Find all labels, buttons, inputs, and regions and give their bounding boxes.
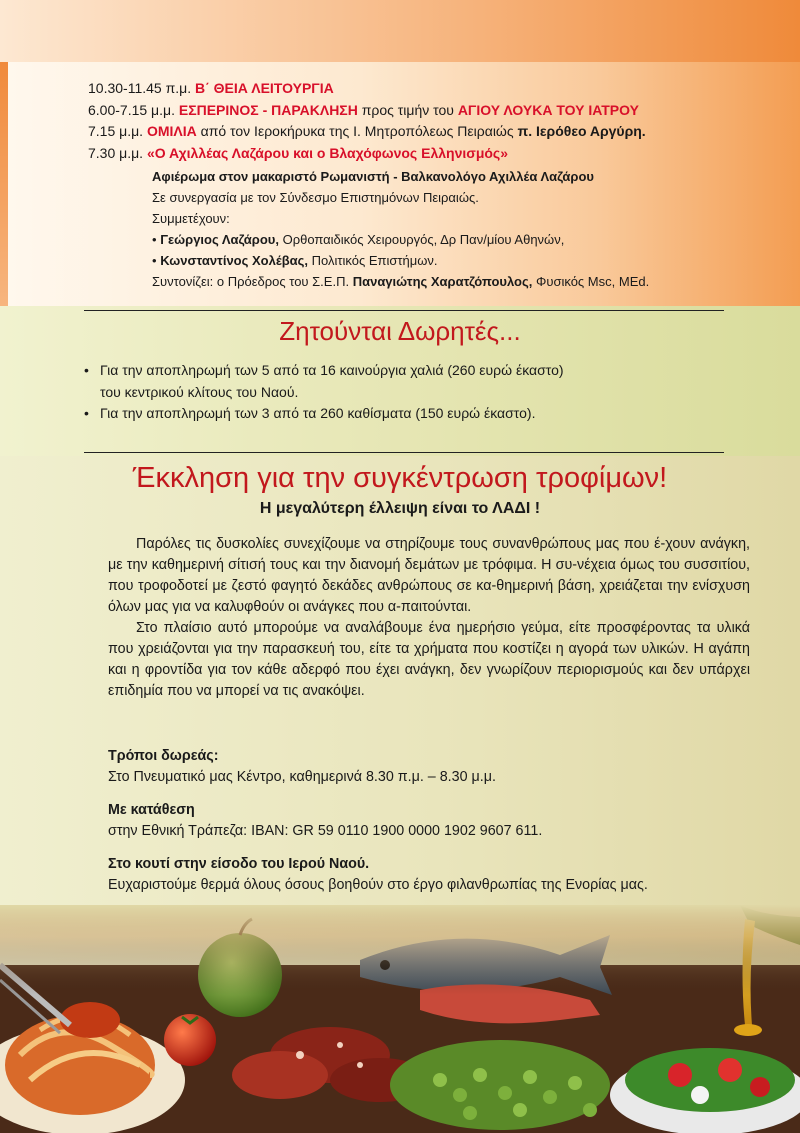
schedule-row (88, 143, 788, 165)
schedule-text: από τον Ιεροκήρυκα της Ι. Μητροπόλεως Πειραιώς (200, 123, 514, 139)
participants-label: Συμμετέχουν: (152, 211, 230, 226)
appeal-body (108, 534, 750, 702)
paragraph: Παρόλες τις δυσκολίες συνεχίζουμε να στηρίζουμε τους συνανθρώπους μας που έ-χουν ανάγκη, με την καθημερινή σίτισή τους και την διανομή δεμάτων με τρόφιμα. Η συ-νέχεια όμως του συσσιτίου, που τροφοδοτεί με ζεστό φαγητό δεκάδες ανθρώπους σε κα-θημερινή βάση, χρειάζεται την ενίσχυση όλων μας για να καλυφθούν οι ανάγκες που α-παιτούνται. (108, 536, 750, 615)
schedule-event: ΕΣΠΕΡΙΝΟΣ - ΠΑΡΑΚΛΗΣΗ (178, 101, 358, 118)
box-info (108, 854, 768, 896)
bullet-icon: • (84, 405, 89, 421)
schedule-time: 7.15 μ.μ. (88, 123, 144, 139)
ways-text: Στο Πνευματικό μας Κέντρο, καθημερινά 8.30 π.μ. – 8.30 μ.μ. (108, 769, 496, 785)
schedule-time: 10.30-11.45 π.μ. (88, 80, 192, 96)
participant (152, 250, 782, 271)
lecture-dedication: Αφιέρωμα στον μακαριστό Ρωμανιστή - Βαλκανολόγο Αχιλλέα Λαζάρου (152, 169, 594, 184)
schedule-event: ΟΜΙΛΙΑ (146, 123, 197, 139)
donation-ways (108, 746, 768, 788)
top-band (0, 0, 800, 62)
lecture-details (152, 166, 782, 292)
box-title: Στο κουτί στην είσοδο του Ιερού Ναού. (108, 856, 370, 872)
bullet-icon: • (152, 253, 157, 268)
participant-name: Κωνσταντίνος Χολέβας, (160, 253, 309, 268)
deposit-text: στην Εθνική Τράπεζα: IBAN: GR 59 0110 1900 0000 1902 9607 611. (108, 823, 543, 839)
list-item-text: Για την αποπληρωμή των 5 από τα 16 καινούργια χαλιά (260 ευρώ έκαστο) (100, 362, 564, 378)
moderator (152, 271, 782, 292)
schedule-event: Β΄ ΘΕΙΑ ΛΕΙΤΟΥΡΓΙΑ (194, 80, 334, 96)
participant (152, 229, 782, 250)
list-item (84, 360, 764, 382)
paragraph: Στο πλαίσιο αυτό μπορούμε να αναλάβουμε ένα ημερήσιο γεύμα, είτε προσφέροντας τα υλικά που χρειάζονται για την παρασκευή του, είτε τα χρήματα που κοστίζει η αγορά των υλικών. Η αγάπη και η φροντίδα για τον κάθε αδερφό που έχει ανάγκη, δεν γνωρίζουν περιορισμούς και δεν υπάρχει επιδημία που να μπορεί να τις ανακόψει. (108, 620, 750, 699)
donors-title: Ζητούνται Δωρητές... (279, 316, 521, 346)
bullet-icon: • (84, 362, 89, 378)
list-item (84, 403, 764, 425)
moderator-name: Παναγιώτης Χαρατζόπουλος, (352, 274, 533, 289)
food-illustration (0, 905, 800, 1133)
schedule-event: «Ο Αχιλλέας Λαζάρου και ο Βλαχόφωνος Ελληνισμός» (146, 144, 508, 161)
speaker-name: π. Ιερόθεο Αργύρη. (517, 123, 646, 139)
donors-list (84, 360, 764, 425)
lecture-cooperation: Σε συνεργασία με τον Σύνδεσμο Επιστημόνων Πειραιώς. (152, 190, 479, 205)
list-item-text: του κεντρικού κλίτους του Ναού. (100, 383, 299, 400)
divider (84, 452, 724, 453)
deposit-info (108, 800, 768, 842)
participant-role: Ορθοπαιδικός Χειρουργός, Δρ Παν/μίου Αθηνών, (282, 232, 565, 247)
bullet-icon: • (152, 232, 157, 247)
thanks-text: Ευχαριστούμε θερμά όλους όσους βοηθούν στο έργο φιλανθρωπίας της Ενορίας μας. (108, 877, 648, 893)
schedule-time: 6.00-7.15 μ.μ. (88, 101, 175, 118)
schedule-event: ΑΓΙΟΥ ΛΟΥΚΑ ΤΟΥ ΙΑΤΡΟΥ (457, 101, 639, 118)
list-item-text: Για την αποπληρωμή των 3 από τα 260 καθίσματα (150 ευρώ έκαστο). (100, 405, 536, 421)
participant-role: Πολιτικός Επιστήμων. (311, 253, 438, 268)
deposit-title: Με κατάθεση (108, 802, 195, 818)
schedule-row (88, 100, 788, 122)
left-strip (0, 62, 8, 306)
appeal-subtitle: Η μεγαλύτερη έλλειψη είναι το ΛΑΔΙ ! (259, 500, 541, 517)
green-peas (390, 1040, 610, 1130)
ways-title: Τρόποι δωρεάς: (108, 748, 219, 764)
moderator-role: Φυσικός Msc, MEd. (535, 274, 650, 289)
schedule (88, 78, 788, 164)
schedule-time: 7.30 μ.μ. (88, 144, 144, 161)
schedule-row (88, 78, 788, 100)
participant-name: Γεώργιος Λαζάρου, (160, 232, 279, 247)
divider (84, 310, 724, 311)
appeal-title: Έκκληση για την συγκέντρωση τροφίμων! (132, 462, 668, 494)
schedule-row (88, 121, 788, 143)
schedule-text: προς τιμήν του (361, 101, 454, 118)
moderator-prefix: Συντονίζει: ο Πρόεδρος του Σ.Ε.Π. (152, 274, 350, 289)
